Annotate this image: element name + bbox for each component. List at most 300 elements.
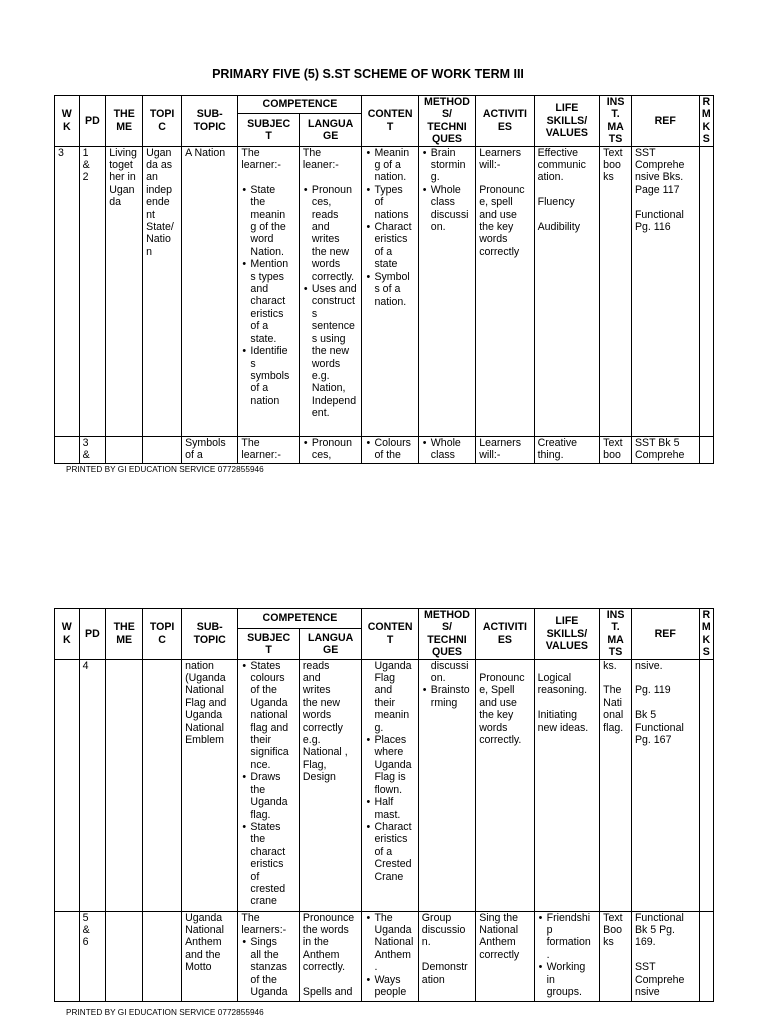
cell-methods xyxy=(418,911,475,1001)
text-line: the new xyxy=(302,696,341,709)
text-line: of xyxy=(250,870,260,883)
scheme-table-page-1 xyxy=(54,95,714,464)
text-line: • Half xyxy=(374,796,394,809)
text-line: stanzas xyxy=(250,961,287,974)
cell-ref xyxy=(631,436,699,463)
text-line: the xyxy=(250,783,266,796)
text-line: reads xyxy=(302,659,330,672)
text-line: Symbols xyxy=(185,436,226,449)
text-line: words xyxy=(479,233,508,246)
text-line: • Types xyxy=(374,183,403,196)
text-line: The xyxy=(241,146,260,159)
bullet-item xyxy=(547,961,597,998)
text-line: flag and xyxy=(250,721,289,734)
text-line: Flag xyxy=(374,672,396,685)
bullet-item xyxy=(250,184,295,258)
text-line: of the xyxy=(250,684,277,697)
header-wk: W K xyxy=(55,609,80,660)
text-line: new ideas. xyxy=(537,721,589,734)
text-line: and use xyxy=(479,208,517,221)
text-line: g of the xyxy=(250,221,286,234)
text-line: on. xyxy=(430,672,446,685)
text-line: • Symbol xyxy=(374,270,410,283)
bullet-item xyxy=(250,258,295,345)
text-line: & xyxy=(82,449,90,462)
text-line: the key xyxy=(479,709,514,722)
text-line: e.g. xyxy=(302,734,321,747)
text-line: communic xyxy=(537,159,586,172)
text-line: will:- xyxy=(479,449,501,462)
cell-methods xyxy=(418,436,475,463)
text-line: their xyxy=(250,734,272,747)
header-theme: THE ME xyxy=(106,609,143,660)
text-line: Learners xyxy=(479,146,521,159)
text-line: Comprehe xyxy=(634,973,685,986)
text-line: Nation, xyxy=(311,382,346,395)
text-line: words xyxy=(311,357,341,370)
text-line xyxy=(538,660,597,672)
text-line: writes xyxy=(302,684,331,697)
text-line: Spells and xyxy=(302,986,353,999)
text-line: Flag and xyxy=(185,696,227,709)
text-line: nt xyxy=(146,208,155,221)
text-line: National , xyxy=(302,746,348,759)
text-line: Ugan xyxy=(146,146,172,159)
cell-instructional-materials xyxy=(600,911,632,1001)
text-line: sentence xyxy=(311,320,355,333)
bullet-item xyxy=(374,147,414,184)
text-line: eristics xyxy=(250,858,284,871)
text-line: g of a xyxy=(374,159,401,172)
bullet-item xyxy=(374,184,414,221)
text-line: charact xyxy=(250,845,286,858)
bullet-item xyxy=(312,437,359,462)
text-line: Fluency xyxy=(537,196,575,209)
text-line: of a xyxy=(374,245,393,258)
cell-life-skills xyxy=(534,911,600,1001)
text-line: • Pronoun xyxy=(311,436,352,449)
bullet-item xyxy=(374,821,414,883)
text-line: The xyxy=(302,146,322,159)
text-line: the xyxy=(250,196,266,209)
text-line: • State xyxy=(250,183,276,196)
cell-pd xyxy=(79,911,106,1001)
cell-language xyxy=(299,911,362,1001)
text-line: nations xyxy=(374,208,409,221)
text-line: Uganda xyxy=(250,986,288,999)
text-line: correctly xyxy=(479,245,520,258)
table-row xyxy=(55,436,714,463)
text-line: e, Spell xyxy=(479,684,515,697)
cell-activities xyxy=(476,436,534,463)
text-line: Anthem xyxy=(302,948,340,961)
text-line: Uganda xyxy=(374,924,412,937)
text-line: The xyxy=(241,436,260,449)
cell-methods xyxy=(418,659,475,911)
text-line: Pronounc xyxy=(479,672,525,685)
text-line: g. xyxy=(374,721,384,734)
cell-topic xyxy=(143,146,182,436)
text-line: 6 xyxy=(82,936,89,949)
text-line: nce. xyxy=(250,758,271,771)
page-footer: PRINTED BY GI EDUCATION SERVICE 0772855946 xyxy=(66,1008,264,1017)
text-line: an xyxy=(146,171,158,184)
text-line: Creative xyxy=(537,436,578,449)
text-line: Comprehe xyxy=(634,449,685,462)
text-line: Bk 5 xyxy=(634,709,657,722)
text-line: 3 xyxy=(82,436,89,449)
header-ref: REF xyxy=(631,609,699,660)
text-line: & xyxy=(82,924,90,937)
cell-life-skills xyxy=(534,436,600,463)
text-line: Anthem xyxy=(479,936,516,949)
bullet-item xyxy=(374,912,414,974)
header-competence: COMPETENCE xyxy=(238,96,362,114)
text-line: eristics xyxy=(374,233,408,246)
text-line: correctly xyxy=(302,721,343,734)
text-line: • Charact xyxy=(374,221,412,234)
text-line: Nati xyxy=(603,696,623,709)
cell-topic xyxy=(143,659,182,911)
text-line: Anthem xyxy=(185,936,222,949)
text-line: Sing the xyxy=(479,911,519,924)
text-line: Learners xyxy=(479,436,521,449)
text-line: • Uses and xyxy=(311,283,357,296)
text-line: Design xyxy=(302,771,336,784)
header-remarks: R M K S xyxy=(699,609,713,660)
cell-methods xyxy=(418,146,475,436)
text-line: Flag, xyxy=(302,758,327,771)
header-topic: TOPI C xyxy=(143,96,182,147)
header-language: LANGUA GE xyxy=(299,629,362,659)
text-line: in the xyxy=(302,936,329,949)
text-line: reasoning. xyxy=(537,684,588,697)
page-title: PRIMARY FIVE (5) S.ST SCHEME OF WORK TERM III xyxy=(212,67,524,81)
header-subject: SUBJEC T xyxy=(238,629,299,659)
text-line: Functional xyxy=(634,911,684,924)
page-footer: PRINTED BY GI EDUCATION SERVICE 0772855946 xyxy=(66,465,264,474)
cell-content xyxy=(362,436,418,463)
bullet-item xyxy=(312,184,359,283)
cell-remarks xyxy=(699,659,713,911)
text-line: • Whole xyxy=(430,183,461,196)
text-line: ks. xyxy=(603,659,617,672)
cell-ref xyxy=(631,146,699,436)
cell-remarks xyxy=(699,146,713,436)
text-line: 5 xyxy=(82,911,89,924)
text-line: and xyxy=(250,283,269,296)
text-line: Ugan xyxy=(109,183,135,196)
header-methods: METHOD S/ TECHNI QUES xyxy=(418,96,475,147)
text-line: boo xyxy=(603,159,621,172)
cell-language xyxy=(299,436,362,463)
text-line: Initiating xyxy=(537,709,578,722)
cell-instructional-materials xyxy=(600,436,632,463)
text-line: Effective xyxy=(537,146,579,159)
header-theme: THE ME xyxy=(106,96,143,147)
text-line: onal xyxy=(603,709,624,722)
text-line: of a xyxy=(185,449,203,462)
text-line: da as xyxy=(146,159,173,172)
text-line: learners:- xyxy=(241,924,287,937)
text-line: Emblem xyxy=(185,734,224,747)
text-line xyxy=(538,209,597,221)
text-line: ks xyxy=(603,936,614,949)
text-line: Uganda xyxy=(374,758,412,771)
text-line: construct xyxy=(311,295,355,308)
text-line: 2 xyxy=(82,171,89,184)
text-line: (Uganda xyxy=(185,672,226,685)
text-line: their xyxy=(374,696,396,709)
text-line: correctly. xyxy=(479,734,522,747)
text-line: ent. xyxy=(311,407,330,420)
text-line: discussi xyxy=(430,208,469,221)
text-line: words xyxy=(311,258,341,271)
bullet-item xyxy=(250,771,295,821)
cell-subject xyxy=(238,436,299,463)
cell-topic xyxy=(143,436,182,463)
text-line: formation xyxy=(546,936,591,949)
text-line: nsive xyxy=(634,986,660,999)
text-line: reads xyxy=(311,208,339,221)
header-instructional-materials: INS T. MA TS xyxy=(600,96,632,147)
text-line: The xyxy=(603,684,622,697)
text-line: the xyxy=(250,833,266,846)
text-line: class xyxy=(430,196,455,209)
text-line: where xyxy=(374,746,404,759)
text-line: • States xyxy=(250,820,281,833)
text-line: Group xyxy=(421,911,452,924)
text-line: national xyxy=(250,709,288,722)
text-line: g. xyxy=(430,171,440,184)
text-line: • Mention xyxy=(250,258,289,271)
text-line: Pg. 116 xyxy=(634,221,671,234)
text-line: and xyxy=(302,672,321,685)
text-line: Functional xyxy=(634,208,684,221)
cell-remarks xyxy=(699,436,713,463)
text-line: Pronounce xyxy=(302,911,355,924)
text-line xyxy=(603,672,628,684)
text-line: National xyxy=(185,684,224,697)
text-line: the new xyxy=(311,245,350,258)
text-line: flag. xyxy=(250,808,271,821)
text-line: The xyxy=(241,911,260,924)
text-line: eristics xyxy=(374,833,408,846)
bullet-item xyxy=(250,936,295,998)
cell-wk: 3 xyxy=(55,146,80,436)
text-line: of the xyxy=(374,449,401,462)
cell-life-skills xyxy=(534,659,600,911)
text-line: Crested xyxy=(374,858,412,871)
bullet-item xyxy=(431,184,472,234)
text-line xyxy=(635,196,696,208)
text-line: Comprehe xyxy=(634,159,685,172)
cell-instructional-materials xyxy=(600,146,632,436)
text-line: • Identifie xyxy=(250,345,288,358)
table-row xyxy=(55,911,714,1001)
text-line: • Brainsto xyxy=(430,684,470,697)
header-topic: TOPI C xyxy=(143,609,182,660)
bullet-item xyxy=(250,821,295,908)
cell-language xyxy=(299,659,362,911)
text-line: of xyxy=(374,196,384,209)
text-line: rming xyxy=(430,696,458,709)
text-line: thing. xyxy=(537,449,564,462)
cell-pd xyxy=(79,146,106,436)
text-line: Natio xyxy=(146,233,171,246)
header-subtopic: SUB- TOPIC xyxy=(182,609,238,660)
text-line: writes xyxy=(311,233,340,246)
cell-content xyxy=(362,659,418,911)
text-line: Uganda xyxy=(185,709,223,722)
bullet-item xyxy=(374,437,414,462)
text-line: will:- xyxy=(479,159,501,172)
text-line: • Whole xyxy=(430,436,461,449)
text-line: people xyxy=(374,986,407,999)
text-line: the words xyxy=(302,924,349,937)
text-line: words xyxy=(479,721,508,734)
text-line: mast. xyxy=(374,808,401,821)
text-line: on. xyxy=(430,221,446,234)
text-line: Pg. 167 xyxy=(634,734,672,747)
text-line: Text xyxy=(603,146,623,159)
text-line: ces, xyxy=(311,196,332,209)
text-line: in xyxy=(546,973,555,986)
text-line: meanin xyxy=(374,709,410,722)
bullet-item xyxy=(431,684,472,709)
text-line xyxy=(538,697,597,709)
text-line: National xyxy=(479,924,519,937)
cell-subject xyxy=(238,146,299,436)
cell-activities xyxy=(476,146,534,436)
text-line: of the xyxy=(250,973,277,986)
text-line xyxy=(635,697,696,709)
bullet-item xyxy=(431,437,472,462)
text-line: Pronounc xyxy=(479,183,525,196)
text-line: crested xyxy=(250,882,286,895)
bullet-item xyxy=(374,974,414,999)
text-line: Independ xyxy=(311,394,357,407)
text-line: • The xyxy=(374,911,393,924)
text-line: significa xyxy=(250,746,289,759)
cell-subject xyxy=(238,659,299,911)
text-line: Flag is xyxy=(374,771,406,784)
header-subject: SUBJEC T xyxy=(238,114,299,146)
text-line xyxy=(635,949,696,961)
text-line: • States xyxy=(250,659,281,672)
text-line xyxy=(303,974,359,986)
text-line: • Colours xyxy=(374,436,411,449)
text-line: Motto xyxy=(185,961,212,974)
cell-remarks xyxy=(699,911,713,1001)
text-line: leaner:- xyxy=(302,159,339,172)
text-line: Uganda xyxy=(250,796,288,809)
text-line: ation xyxy=(421,973,445,986)
text-line: • Friendshi xyxy=(546,911,591,924)
text-line: 1 xyxy=(82,146,89,159)
text-line: the new xyxy=(311,345,350,358)
text-line: Logical xyxy=(537,672,572,685)
text-line: boo xyxy=(603,449,621,462)
cell-subtopic xyxy=(182,911,238,1001)
text-line: Crane xyxy=(374,870,404,883)
text-line: Living xyxy=(109,146,137,159)
header-methods: METHOD S/ TECHNI QUES xyxy=(418,609,475,660)
text-line: and use xyxy=(479,696,517,709)
bullet-item xyxy=(431,147,472,184)
header-competence: COMPETENCE xyxy=(238,609,362,629)
text-line: Page 117 xyxy=(634,183,680,196)
text-line: 169. xyxy=(634,936,656,949)
cell-activities xyxy=(476,659,534,911)
text-line: Text xyxy=(603,911,623,924)
header-activities: ACTIVITI ES xyxy=(476,96,534,147)
text-line: Uganda xyxy=(250,696,288,709)
text-line: state. xyxy=(250,332,277,345)
text-line: ation. xyxy=(537,171,564,184)
cell-theme xyxy=(106,146,143,436)
text-line: nation. xyxy=(374,295,407,308)
cell-activities xyxy=(476,911,534,1001)
text-line: s types xyxy=(250,270,284,283)
text-line: discussio xyxy=(421,924,466,937)
cell-wk xyxy=(55,659,80,911)
text-line: discussi xyxy=(430,659,469,672)
bullet-item xyxy=(312,283,359,419)
scheme-table-page-2 xyxy=(54,608,714,1002)
text-line: class xyxy=(430,449,455,462)
text-line: indep xyxy=(146,183,173,196)
cell-pd xyxy=(79,436,106,463)
text-line: • Meanin xyxy=(374,146,410,159)
text-line: . xyxy=(546,948,550,961)
text-line: ende xyxy=(146,196,170,209)
text-line: toget xyxy=(109,159,133,172)
text-line: flag. xyxy=(603,721,624,734)
cell-theme xyxy=(106,436,143,463)
header-content: CONTEN T xyxy=(362,609,418,660)
bullet-item xyxy=(374,734,414,796)
text-line xyxy=(479,171,530,183)
text-line: SST xyxy=(634,146,656,159)
text-line: stormin xyxy=(430,159,466,172)
text-line: da xyxy=(109,196,122,209)
header-life-skills: LIFE SKILLS/ VALUES xyxy=(534,96,600,147)
text-line: nation. xyxy=(374,171,407,184)
cell-theme xyxy=(106,911,143,1001)
text-line: words xyxy=(302,709,332,722)
text-line: correctly xyxy=(479,948,520,961)
cell-subtopic xyxy=(182,146,238,436)
cell-topic xyxy=(143,911,182,1001)
header-language: LANGUA GE xyxy=(299,114,362,146)
cell-subject xyxy=(238,911,299,1001)
text-line: the key xyxy=(479,221,514,234)
text-line: SST Bk 5 xyxy=(634,436,680,449)
text-line: of a xyxy=(374,845,393,858)
text-line: • Ways xyxy=(374,973,401,986)
text-line: • Charact xyxy=(374,820,412,833)
text-line: s of a xyxy=(374,283,401,296)
text-line xyxy=(635,672,696,684)
text-line: Anthem xyxy=(374,948,411,961)
text-line: Bk 5 Pg. xyxy=(634,924,675,937)
table-row xyxy=(55,146,714,436)
text-line: s xyxy=(311,307,318,320)
text-line: flown. xyxy=(374,783,403,796)
header-life-skills: LIFE SKILLS/ VALUES xyxy=(534,609,600,660)
bullet-item xyxy=(374,271,414,308)
